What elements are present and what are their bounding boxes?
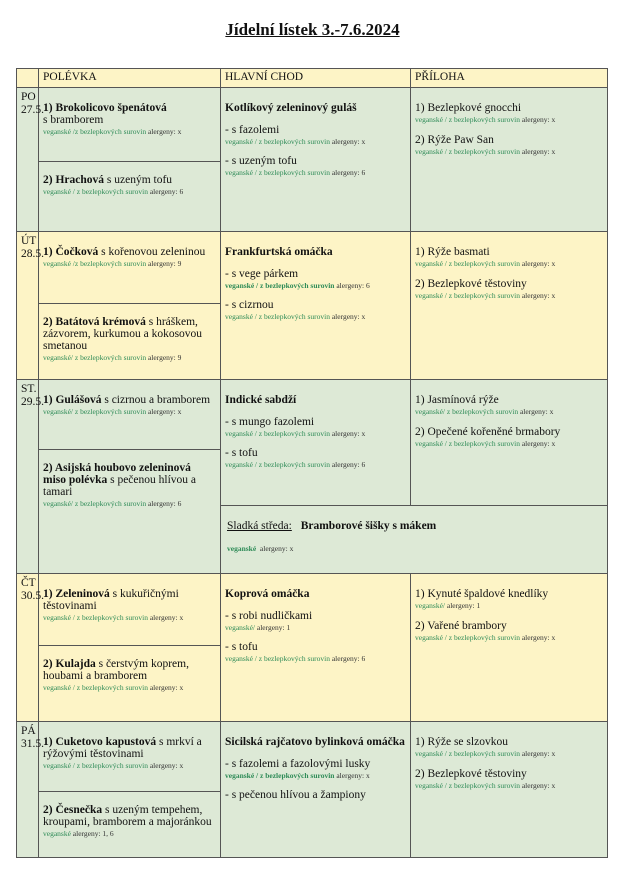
header-row (17, 69, 608, 88)
soup-cell (39, 380, 221, 450)
day-name: ÚT (21, 235, 37, 247)
main-variant (225, 124, 406, 146)
soup-cell (39, 792, 221, 858)
text-label: / z bezlepkových surovin (252, 137, 330, 146)
soup-cell (39, 162, 221, 232)
text-label: veganské (415, 147, 443, 156)
text-label: - s tofu (225, 447, 258, 459)
text-label: veganské (43, 187, 71, 196)
text-label: alergeny: x (147, 127, 182, 136)
main-dish: Indické sabdží (225, 394, 297, 406)
text-label: alergeny: x (331, 312, 366, 321)
main-cell (221, 380, 411, 506)
diet-note (43, 187, 216, 196)
diet-note (415, 291, 603, 300)
text-label: 1) Rýže basmati (415, 246, 490, 258)
diet-note (43, 683, 216, 692)
day-row (17, 88, 608, 162)
text-label: 2) Česnečka (43, 804, 103, 816)
text-label: alergeny: 1 (446, 601, 481, 610)
text-label: veganské (225, 168, 253, 177)
text-label: Bramborové šišky s mákem (300, 520, 437, 532)
side-item (415, 246, 603, 268)
day-row (17, 722, 608, 792)
diet-note (43, 407, 216, 416)
text-label: / z bezlepkových surovin (252, 168, 330, 177)
text-label: / z bezlepkových surovin (442, 291, 520, 300)
text-label: / z bezlepkových surovin (442, 749, 520, 758)
main-cell (221, 88, 411, 232)
side-item (415, 426, 603, 448)
text-label: veganské (415, 407, 443, 416)
text-label: alergeny: x (521, 115, 556, 124)
side-item (415, 620, 603, 642)
text-label: veganské (225, 281, 255, 290)
diet-note (225, 168, 406, 177)
text-label: Sladká středa: (227, 520, 292, 532)
main-variant (225, 155, 406, 177)
main-variant (225, 447, 406, 469)
diet-note (43, 613, 216, 622)
text-label: / z bezlepkových surovin (70, 683, 148, 692)
text-label: / z bezlepkových surovin (252, 429, 330, 438)
day-date: 30.5. (21, 590, 44, 602)
text-label: veganské (415, 439, 443, 448)
text-label: alergeny: 1 (256, 623, 291, 632)
text-label: / (252, 623, 255, 632)
soup-cell (39, 722, 221, 792)
text-label: veganské (415, 115, 443, 124)
main-variant (225, 610, 406, 632)
text-label: veganské (225, 771, 255, 780)
soup-cell (39, 232, 221, 304)
text-label: veganské (43, 761, 71, 770)
text-label: veganské (415, 601, 443, 610)
diet-note (415, 633, 603, 642)
diet-note (43, 499, 216, 508)
text-label: s čerstvým koprem, houbami a bramborem (43, 658, 189, 682)
text-label: alergeny: x (331, 137, 366, 146)
day-cell (17, 574, 44, 722)
text-label: - s cizrnou (225, 299, 274, 311)
text-label: alergeny: 6 (331, 654, 366, 663)
text-label: / z bezlepkových surovin (70, 761, 148, 770)
text-label: s hráškem, zázvorem, kurkumou a kokosovou smetanou (43, 316, 203, 352)
day-date: 29.5. (21, 396, 44, 408)
text-label: alergeny: x (336, 771, 370, 780)
text-label: 1) Jasmínová rýže (415, 394, 499, 406)
text-label: / z bezlepkových surovin (442, 259, 520, 268)
text-label: s mrkví a rýžovými těstovinami (43, 736, 202, 760)
text-label: / z bezlepkových surovin (442, 633, 520, 642)
text-label: - s fazolemi a fazolovými lusky (225, 758, 371, 770)
text-label: veganské (415, 291, 443, 300)
day-cell (17, 232, 44, 380)
text-label: s kukuřičnými těstovinami (43, 588, 179, 612)
text-label: 1) Kynuté špaldové knedlíky (415, 588, 549, 600)
text-label: /z bezlepkových surovin (70, 127, 147, 136)
text-label: alergeny: x (259, 544, 294, 553)
text-label: / z bezlepkových surovin (254, 281, 335, 290)
text-label: s cizrnou a bramborem (101, 394, 211, 406)
text-label: alergeny: 6 (331, 460, 366, 469)
soup-cell (39, 450, 221, 574)
text-label: alergeny: x (521, 749, 556, 758)
header-main: HLAVNÍ CHOD (221, 69, 411, 88)
text-label: alergeny: 6 (336, 281, 370, 290)
side-item (415, 278, 603, 300)
text-label: - s vege párkem (225, 268, 299, 280)
text-label: alergeny: x (149, 761, 184, 770)
day-name: ST. (21, 383, 37, 395)
diet-note (43, 761, 216, 770)
diet-note (415, 259, 603, 268)
diet-note (225, 623, 406, 632)
text-label: - s uzeným tofu (225, 155, 297, 167)
text-label: alergeny: 9 (147, 259, 182, 268)
day-date: 27.5. (21, 104, 44, 116)
day-cell (17, 722, 44, 858)
soup-cell (39, 88, 221, 162)
text-label: veganské (43, 613, 71, 622)
text-label: / z bezlepkových surovin (70, 499, 147, 508)
day-row (17, 574, 608, 646)
text-label: 2) Hrachová (43, 174, 105, 186)
diet-note (225, 460, 406, 469)
text-label: veganské (43, 353, 71, 362)
sweet-wednesday (221, 506, 608, 574)
text-label: alergeny: x (331, 429, 366, 438)
side-cell (411, 722, 608, 858)
diet-note (43, 259, 216, 268)
diet-note (43, 353, 216, 362)
diet-note (415, 601, 603, 610)
day-date: 31.5. (21, 738, 44, 750)
side-item (415, 394, 603, 416)
diet-note (43, 829, 216, 838)
main-variant (225, 641, 406, 663)
text-label: alergeny: x (519, 407, 554, 416)
text-label: veganské (225, 654, 253, 663)
text-label: 2) Bezlepkové těstoviny (415, 768, 527, 780)
text-label: alergeny: x (521, 147, 556, 156)
text-label: - s mungo fazolemi (225, 416, 315, 428)
side-item (415, 736, 603, 758)
text-label: s pečenou hlívou a tamari (43, 474, 197, 498)
text-label: s uzeným tempehem, kroupami, bramborem a majoránkou (43, 804, 212, 828)
soup-cell (39, 646, 221, 722)
side-item (415, 134, 603, 156)
text-label: veganské (43, 259, 71, 268)
diet-note (225, 281, 406, 290)
diet-note (225, 312, 406, 321)
text-label: veganské (415, 633, 443, 642)
side-cell (411, 232, 608, 380)
text-label: alergeny: 6 (331, 168, 366, 177)
day-name: ČT (21, 577, 36, 589)
text-label: 1) Zeleninová (43, 588, 110, 600)
main-dish: Frankfurtská omáčka (225, 246, 333, 258)
text-label: 1) Gulášová (43, 394, 102, 406)
text-label: veganské (227, 544, 257, 553)
day-cell (17, 88, 44, 232)
header-soup: POLÉVKA (39, 69, 221, 88)
text-label: / z bezlepkových surovin (252, 654, 330, 663)
text-label: / z bezlepkových surovin (254, 771, 335, 780)
text-label: alergeny: x (149, 683, 184, 692)
diet-note (415, 439, 603, 448)
main-variant (225, 299, 406, 321)
main-cell (221, 722, 411, 858)
soup-cell (39, 304, 221, 380)
text-label: - s pečenou hlívou a žampiony (225, 789, 366, 801)
text-label: - s tofu (225, 641, 258, 653)
text-label: veganské (225, 312, 253, 321)
text-label: 2) Opečené kořeněné brmabory (415, 426, 561, 438)
text-label: 2) Batátová krémová (43, 316, 146, 328)
text-label: veganské (225, 137, 253, 146)
text-label: alergeny: 6 (147, 499, 182, 508)
text-label: 1) Cuketovo kapustová (43, 736, 157, 748)
side-cell (411, 88, 608, 232)
text-label: alergeny: 1, 6 (72, 829, 114, 838)
text-label: / z bezlepkových surovin (442, 407, 519, 416)
day-name: PÁ (21, 725, 36, 737)
side-item (415, 768, 603, 790)
main-cell (221, 232, 411, 380)
text-label: 1) Bezlepkové gnocchi (415, 102, 522, 114)
text-label: / z bezlepkových surovin (70, 407, 147, 416)
diet-note (225, 137, 406, 146)
text-label: alergeny: x (521, 291, 556, 300)
text-label: s bramborem (43, 114, 104, 126)
main-variant (225, 758, 406, 780)
text-label: / z bezlepkových surovin (252, 312, 330, 321)
main-dish: Sicilská rajčatovo bylinková omáčka (225, 736, 405, 748)
text-label: s kořenovou zeleninou (98, 246, 206, 258)
text-label: / z bezlepkových surovin (70, 187, 148, 196)
main-dish: Kotlíkový zeleninový guláš (225, 102, 357, 114)
text-label: alergeny: x (521, 439, 556, 448)
page-title: Jídelní lístek 3.-7.6.2024 (225, 20, 400, 39)
menu-table (16, 68, 608, 858)
text-label: 2) Bezlepkové těstoviny (415, 278, 527, 290)
text-label: / z bezlepkových surovin (252, 460, 330, 469)
main-variant (225, 789, 406, 801)
day-date: 28.5. (21, 248, 44, 260)
main-dish: Koprová omáčka (225, 588, 310, 600)
text-label: 1) Rýže se slzovkou (415, 736, 508, 748)
day-name: PO (21, 91, 36, 103)
text-label: alergeny: x (521, 781, 556, 790)
text-label: / z bezlepkových surovin (442, 147, 520, 156)
side-item (415, 102, 603, 124)
text-label: veganské (43, 683, 71, 692)
text-label: alergeny: x (149, 613, 184, 622)
diet-note (415, 781, 603, 790)
text-label: / z bezlepkových surovin (442, 439, 520, 448)
diet-note (225, 429, 406, 438)
soup-cell (39, 574, 221, 646)
text-label: veganské (43, 829, 71, 838)
side-item (415, 588, 603, 610)
side-cell (411, 380, 608, 506)
text-label: 1) Brokolicovo špenátová (43, 102, 167, 114)
diet-note (225, 771, 406, 780)
diet-note (415, 147, 603, 156)
text-label: 2) Vařené brambory (415, 620, 507, 632)
text-label: veganské (43, 407, 71, 416)
text-label: alergeny: x (521, 633, 556, 642)
diet-note (415, 749, 603, 758)
text-label: alergeny: 9 (147, 353, 182, 362)
text-label: s uzeným tofu (104, 174, 173, 186)
text-label: alergeny: 6 (149, 187, 184, 196)
text-label: - s fazolemi (225, 124, 280, 136)
main-variant (225, 416, 406, 438)
text-label: veganské (415, 749, 443, 758)
text-label: alergeny: x (147, 407, 182, 416)
day-cell (17, 380, 44, 574)
text-label: veganské (415, 781, 443, 790)
text-label: /z bezlepkových surovin (70, 259, 147, 268)
text-label: 1) Čočková (43, 246, 99, 258)
diet-note (415, 115, 603, 124)
header-day (17, 69, 39, 88)
text-label: / z bezlepkových surovin (442, 781, 520, 790)
day-row (17, 232, 608, 304)
text-label: veganské (43, 127, 71, 136)
diet-note (43, 127, 216, 136)
text-label: - s robi nudličkami (225, 610, 313, 622)
text-label: / z bezlepkových surovin (442, 115, 520, 124)
header-side: PŘÍLOHA (411, 69, 608, 88)
text-label: 2) Rýže Paw San (415, 134, 494, 146)
text-label: / z bezlepkových surovin (70, 613, 148, 622)
diet-note (415, 407, 603, 416)
text-label: veganské (415, 259, 443, 268)
day-row (17, 380, 608, 450)
main-cell (221, 574, 411, 722)
text-label: alergeny: x (521, 259, 556, 268)
text-label: / z bezlepkových surovin (70, 353, 147, 362)
text-label: veganské (225, 429, 253, 438)
main-variant (225, 268, 406, 290)
diet-note (225, 654, 406, 663)
text-label: veganské (225, 460, 253, 469)
text-label: veganské (225, 623, 253, 632)
text-label: 2) Asijská houbovo zeleninová miso polévka (43, 462, 191, 486)
side-cell (411, 574, 608, 722)
text-label: veganské (43, 499, 71, 508)
text-label: / (442, 601, 445, 610)
text-label: 2) Kulajda (43, 658, 96, 670)
